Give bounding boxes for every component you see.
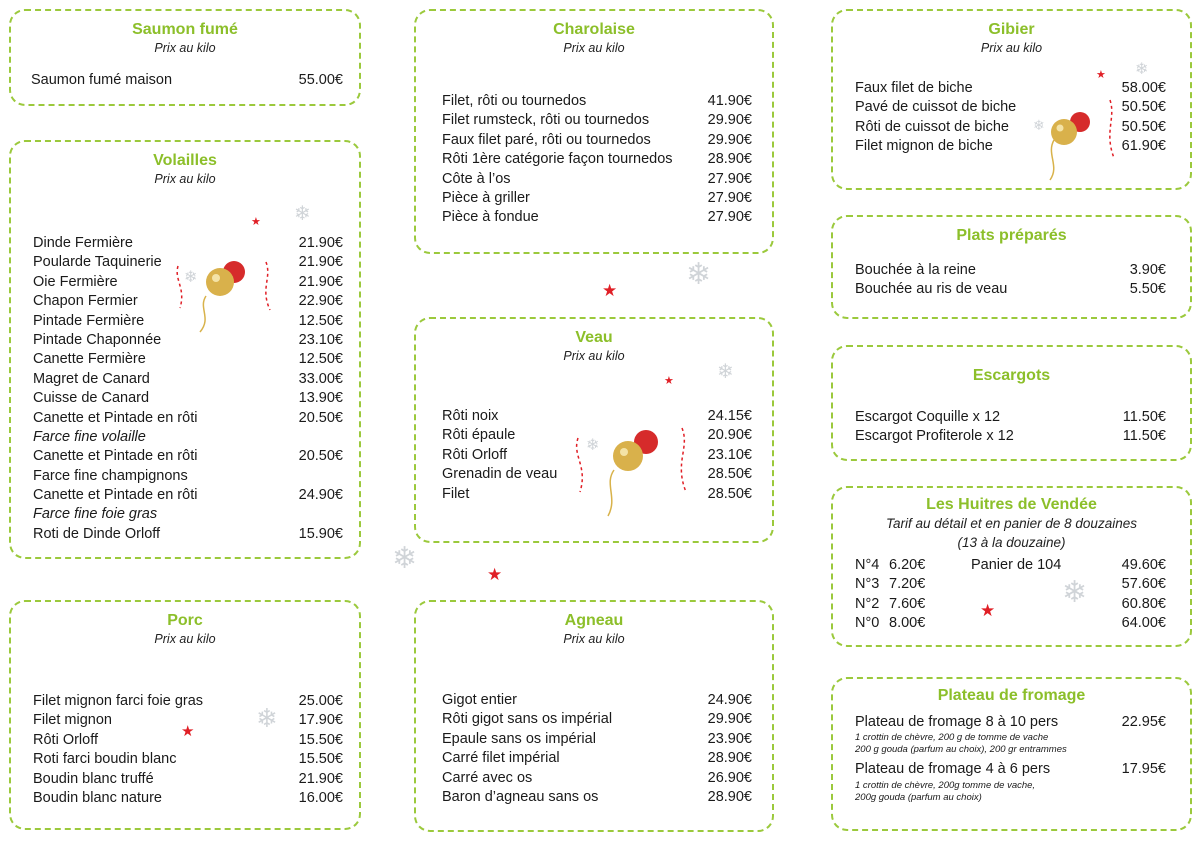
- item-list: [855, 713, 1166, 808]
- list-item: [33, 505, 343, 524]
- item-label: Rôti noix: [442, 408, 499, 424]
- section-huitres: [831, 486, 1192, 647]
- item-price: 28.90€: [707, 750, 752, 767]
- item-list: [33, 692, 343, 808]
- item-label: Rôti de cuissot de biche: [855, 118, 1009, 135]
- star-icon: ★: [251, 216, 261, 228]
- section-title: Plateau de fromage: [937, 687, 1086, 704]
- item-price: 28.50€: [707, 466, 752, 483]
- oyster-panier-label: Panier de 104: [971, 557, 1062, 573]
- item-price: 27.90€: [707, 209, 752, 226]
- item-price: 50.50€: [1121, 118, 1166, 135]
- section-title: Charolaise: [553, 21, 635, 38]
- item-row: [855, 760, 1166, 779]
- list-item: [33, 370, 343, 389]
- item-label: Escargot Profiterole x 12: [855, 428, 1014, 445]
- oyster-row: [855, 614, 1166, 633]
- snowflake-icon: ❄: [586, 437, 600, 454]
- item-label: Chapon Fermier: [33, 293, 138, 310]
- item-price: 20.50€: [298, 409, 343, 426]
- list-item: [31, 71, 343, 90]
- item-label: Roti de Dinde Orloff: [33, 525, 161, 542]
- snowflake-icon: ❄: [294, 203, 311, 225]
- item-label: Plateau de fromage 8 à 10 pers: [855, 714, 1059, 730]
- oyster-size: N°2: [855, 595, 880, 612]
- item-price: 58.00€: [1121, 80, 1166, 96]
- item-price: 21.90€: [298, 235, 343, 251]
- item-list: [855, 261, 1166, 300]
- item-label: Filet mignon farci foie gras: [33, 693, 204, 709]
- item-price: 41.90€: [707, 93, 752, 109]
- item-label: Farce fine foie gras: [33, 506, 158, 523]
- item-price: 22.95€: [1121, 714, 1166, 730]
- item-label: Boudin blanc nature: [33, 789, 162, 806]
- item-label: Canette Fermière: [33, 351, 146, 368]
- star-icon: ★: [980, 601, 996, 620]
- item-label: Canette et Pintade en rôti: [33, 448, 198, 465]
- item-label: Magret de Canard: [33, 370, 150, 387]
- section-title: Volailles: [153, 152, 217, 169]
- list-item: [33, 447, 343, 466]
- item-price: 50.50€: [1121, 99, 1166, 116]
- item-label: Rôti 1ère catégorie façon tournedos: [442, 151, 673, 168]
- section-saumon: [9, 9, 361, 106]
- item-label: Cuisse de Canard: [33, 390, 150, 407]
- item-price: 21.90€: [298, 254, 343, 271]
- oyster-row: [855, 575, 1166, 594]
- oyster-panier-price: 64.00€: [1121, 615, 1166, 632]
- item-price: 13.90€: [298, 390, 343, 407]
- item-list: [442, 691, 752, 807]
- item-price: 29.90€: [707, 711, 752, 728]
- item-price: 3.90€: [1129, 262, 1166, 278]
- list-item: [442, 189, 752, 208]
- item-label: Canette et Pintade en rôti: [33, 409, 198, 426]
- oyster-row: [855, 595, 1166, 614]
- list-item: [442, 710, 752, 729]
- item-description: 200 g gouda (parfum au choix), 200 gr entrammes: [855, 744, 1067, 756]
- item-label: Bouchée au ris de veau: [855, 281, 1008, 298]
- snowflake-icon: ❄: [686, 258, 712, 291]
- list-item: [33, 750, 343, 769]
- section-subtitle: Prix au kilo: [154, 632, 216, 646]
- list-item: [855, 427, 1166, 446]
- section-title: Gibier: [988, 21, 1035, 38]
- item-label: Poularde Taquinerie: [33, 254, 162, 271]
- list-item: [442, 208, 752, 227]
- list-item: [33, 467, 343, 486]
- item-price: 17.95€: [1121, 761, 1166, 778]
- item-row: [855, 713, 1166, 732]
- oyster-unit-price: 7.60€: [889, 595, 926, 612]
- list-item: [855, 280, 1166, 299]
- item-label: Pièce à fondue: [442, 209, 539, 226]
- item-label: Grenadin de veau: [442, 466, 558, 483]
- item-price: 5.50€: [1129, 281, 1166, 298]
- item-label: Carré filet impérial: [442, 750, 560, 767]
- item-label: Carré avec os: [442, 769, 533, 786]
- star-icon: ★: [487, 565, 503, 584]
- item-price: 23.10€: [298, 331, 343, 348]
- list-item: [33, 350, 343, 369]
- section-subtitle: Prix au kilo: [563, 632, 625, 646]
- snowflake-icon: ❄: [1062, 576, 1088, 609]
- item-list: [31, 71, 343, 90]
- section-subtitle: Prix au kilo: [154, 172, 216, 186]
- oyster-size: N°4: [855, 557, 880, 573]
- oyster-unit-price: 8.00€: [889, 615, 926, 632]
- item-label: Saumon fumé maison: [31, 72, 173, 88]
- list-item: [855, 261, 1166, 280]
- list-item: [442, 749, 752, 768]
- section-porc: [9, 600, 361, 830]
- item-label: Canette et Pintade en rôti: [33, 487, 198, 504]
- list-item: [442, 691, 752, 710]
- star-icon: ★: [602, 281, 618, 300]
- snowflake-icon: ❄: [184, 269, 198, 286]
- section-subtitle-2: (13 à la douzaine): [957, 535, 1066, 550]
- list-item: [33, 486, 343, 505]
- item-price: 29.90€: [707, 131, 752, 148]
- item-label: Escargot Coquille x 12: [855, 409, 1001, 425]
- item-label: Rôti gigot sans os impérial: [442, 711, 613, 728]
- item-price: 25.00€: [298, 693, 343, 709]
- section-gibier: [831, 9, 1192, 190]
- item-label: Gigot entier: [442, 692, 517, 708]
- oyster-unit-price: 6.20€: [889, 557, 926, 573]
- ornament-decoration: [1030, 96, 1120, 182]
- item-list: [442, 92, 752, 228]
- item-price: 11.50€: [1122, 428, 1166, 445]
- item-price: 16.00€: [298, 789, 343, 806]
- item-price: 27.90€: [707, 189, 752, 206]
- section-subtitle: Prix au kilo: [563, 41, 625, 55]
- oyster-size: N°0: [855, 615, 880, 632]
- oyster-unit-price: 7.20€: [889, 576, 926, 593]
- snowflake-icon: ❄: [256, 703, 278, 733]
- list-item: [442, 170, 752, 189]
- item-label: Plateau de fromage 4 à 6 pers: [855, 761, 1051, 778]
- item-price: 12.50€: [298, 351, 343, 368]
- item-description: 1 crottin de chèvre, 200g tomme de vache,: [855, 779, 1036, 791]
- section-title: Plats préparés: [956, 227, 1067, 244]
- item-label: Filet: [442, 485, 470, 502]
- oyster-table: [855, 556, 1166, 634]
- section-title: Agneau: [564, 612, 624, 629]
- item-price: 22.90€: [298, 293, 343, 310]
- list-item: [33, 770, 343, 789]
- section-plats: [831, 215, 1192, 319]
- item-price: 21.90€: [298, 770, 343, 787]
- item-label: Oie Fermière: [33, 273, 118, 290]
- list-item: [442, 769, 752, 788]
- item-label: Filet, rôti ou tournedos: [442, 93, 587, 109]
- item-price: 24.90€: [707, 692, 752, 708]
- list-item: [33, 389, 343, 408]
- list-item: [442, 788, 752, 807]
- list-item: [33, 525, 343, 544]
- item-price: 21.90€: [298, 273, 343, 290]
- item-price: 61.90€: [1121, 138, 1166, 155]
- list-item: [442, 150, 752, 169]
- list-item: [442, 111, 752, 130]
- item-price: 33.00€: [298, 370, 343, 387]
- item-label: Farce fine volaille: [33, 428, 146, 445]
- item-label: Rôti épaule: [442, 427, 516, 444]
- item-label: Bouchée à la reine: [855, 262, 976, 278]
- list-item: [33, 428, 343, 447]
- item-label: Filet rumsteck, rôti ou tournedos: [442, 112, 650, 129]
- list-item: [33, 789, 343, 808]
- item-label: Filet mignon: [33, 712, 112, 729]
- item-price: 15.50€: [298, 751, 343, 768]
- section-title: Veau: [575, 329, 613, 346]
- section-subtitle: Tarif au détail et en panier de 8 douzaines: [886, 516, 1137, 531]
- item-label: Farce fine champignons: [33, 467, 188, 484]
- item-label: Faux filet paré, rôti ou tournedos: [442, 131, 651, 148]
- list-item: [442, 131, 752, 150]
- item-label: Côte à l’os: [442, 170, 511, 187]
- item-label: Epaule sans os impérial: [442, 730, 596, 747]
- item-label: Pintade Chaponnée: [33, 331, 162, 348]
- section-subtitle: Prix au kilo: [980, 41, 1043, 55]
- item-price: 23.90€: [707, 730, 752, 747]
- list-item: [855, 713, 1166, 756]
- list-item: [855, 408, 1166, 427]
- list-item: [33, 409, 343, 428]
- item-price: 28.50€: [707, 485, 752, 502]
- item-price: 15.90€: [298, 525, 343, 542]
- item-list: [855, 408, 1166, 447]
- snowflake-icon: ❄: [717, 361, 734, 383]
- star-icon: ★: [181, 723, 195, 740]
- item-price: 17.90€: [298, 712, 343, 729]
- item-description: 200g gouda (parfum au choix): [855, 791, 982, 803]
- oyster-size: N°3: [855, 576, 880, 593]
- section-escargots: [831, 345, 1192, 461]
- item-label: Filet mignon de biche: [855, 138, 993, 155]
- snowflake-icon: ❄: [1135, 61, 1149, 78]
- item-label: Boudin blanc truffé: [33, 770, 154, 787]
- item-price: 24.90€: [298, 487, 343, 504]
- item-price: 11.50€: [1122, 409, 1166, 425]
- item-price: 15.50€: [298, 731, 343, 748]
- star-icon: ★: [1096, 69, 1106, 81]
- item-price: 12.50€: [298, 312, 343, 329]
- section-title: Les Huitres de Vendée: [926, 496, 1097, 513]
- item-price: 27.90€: [707, 170, 752, 187]
- item-price: 55.00€: [298, 72, 343, 88]
- item-label: Baron d’agneau sans os: [442, 788, 599, 805]
- item-label: Dinde Fermière: [33, 235, 133, 251]
- snowflake-icon: ❄: [1033, 117, 1045, 133]
- list-item: [855, 760, 1166, 803]
- item-description: 1 crottin de chèvre, 200 g de tomme de vache: [855, 732, 1049, 744]
- list-item: [442, 730, 752, 749]
- section-subtitle: Prix au kilo: [563, 349, 625, 363]
- oyster-panier-price: 60.80€: [1121, 595, 1166, 612]
- star-icon: ★: [664, 375, 674, 387]
- item-label: Rôti Orloff: [442, 446, 508, 463]
- section-charolaise: [414, 9, 774, 254]
- ornament-decoration: [172, 248, 278, 334]
- section-title: Porc: [167, 612, 203, 629]
- list-item: [442, 92, 752, 111]
- item-price: 23.10€: [707, 446, 752, 463]
- section-agneau: [414, 600, 774, 832]
- oyster-panier-price: 49.60€: [1121, 557, 1166, 573]
- item-label: Faux filet de biche: [855, 80, 973, 96]
- item-price: 28.90€: [707, 151, 752, 168]
- item-label: Rôti Orloff: [33, 731, 99, 748]
- item-price: 29.90€: [707, 112, 752, 129]
- snowflake-icon: ❄: [392, 542, 418, 575]
- item-price: 28.90€: [707, 788, 752, 805]
- item-price: 26.90€: [707, 769, 752, 786]
- item-label: Pièce à griller: [442, 189, 530, 206]
- list-item: [33, 692, 343, 711]
- section-subtitle: Prix au kilo: [154, 41, 216, 55]
- oyster-row: [855, 556, 1166, 575]
- item-price: 20.90€: [707, 427, 752, 444]
- section-title: Saumon fumé: [132, 21, 238, 38]
- item-label: Pintade Fermière: [33, 312, 145, 329]
- item-price: 24.15€: [707, 408, 752, 424]
- oyster-panier-price: 57.60€: [1121, 576, 1166, 593]
- item-label: Pavé de cuissot de biche: [855, 99, 1017, 116]
- section-fromage: [831, 677, 1192, 831]
- item-price: 20.50€: [298, 448, 343, 465]
- item-label: Roti farci boudin blanc: [33, 751, 177, 768]
- oyster-panier-label: [971, 575, 1122, 594]
- section-title: Escargots: [972, 367, 1051, 384]
